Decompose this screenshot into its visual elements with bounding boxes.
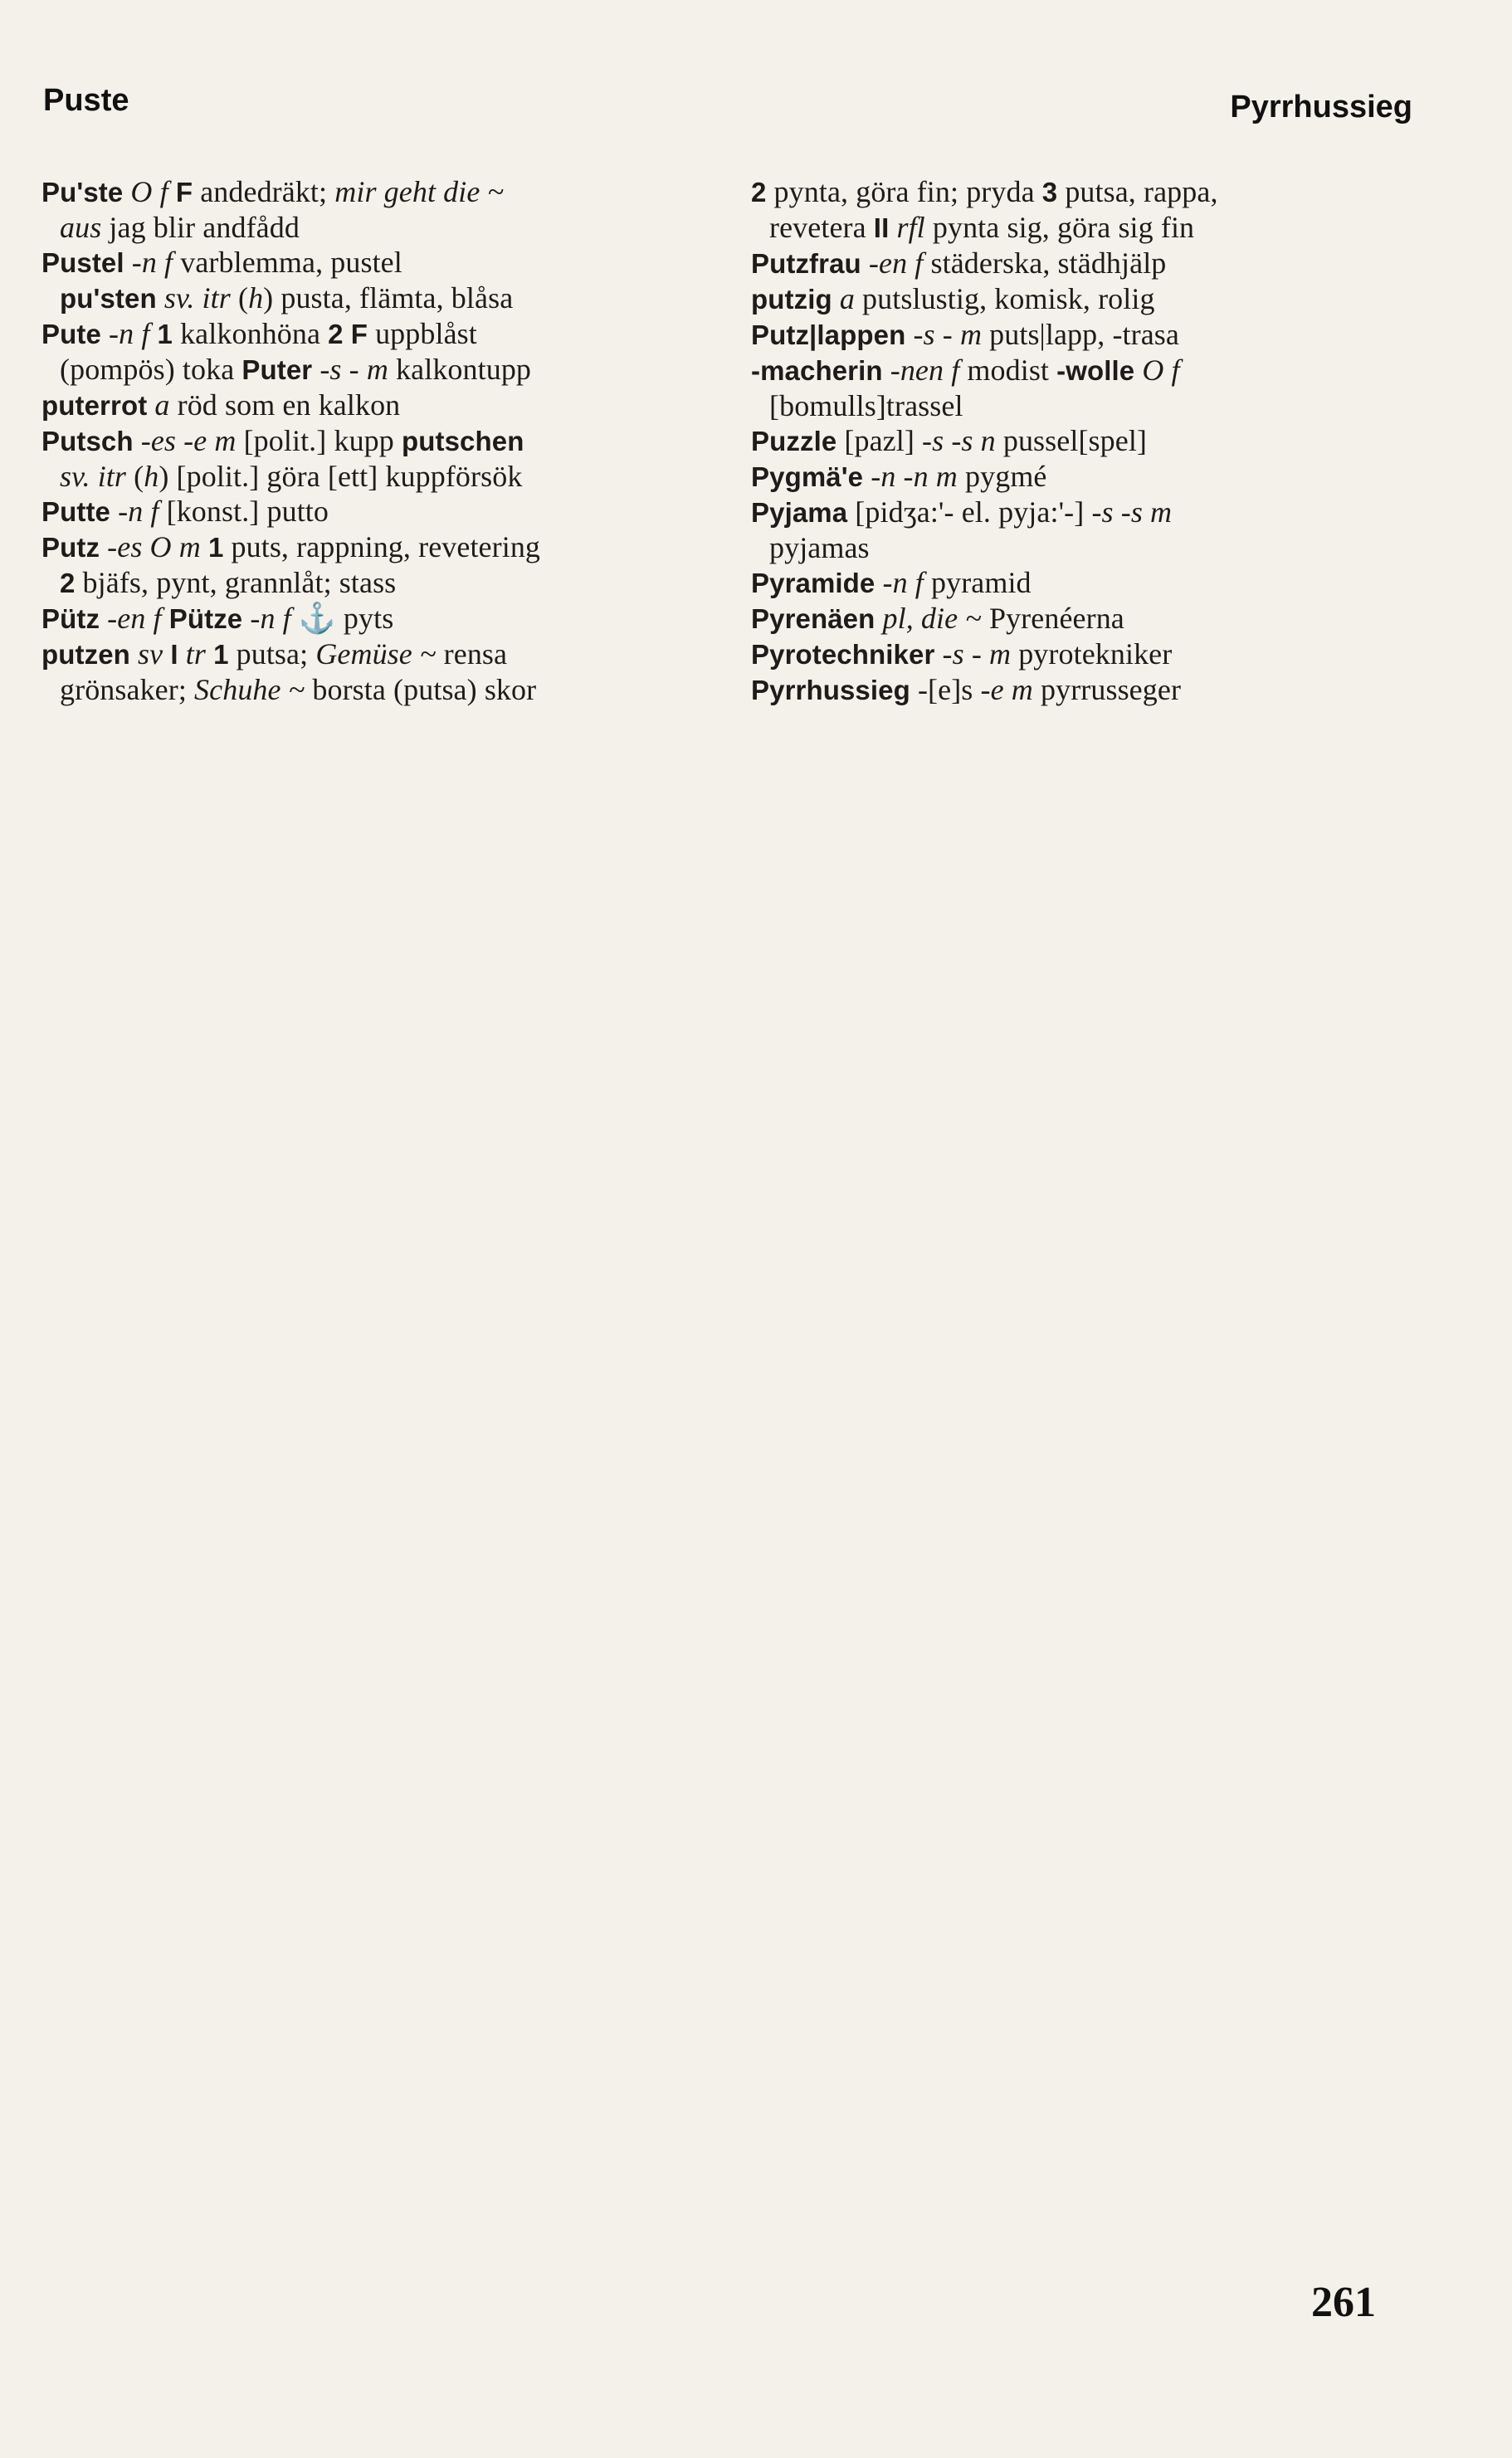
headword: F [175, 177, 193, 207]
grammar-note: -s - m [942, 637, 1012, 671]
definition-text [100, 602, 107, 635]
grammar-note: -s - m [913, 318, 983, 351]
entry-line [41, 459, 697, 494]
headword: 1 [207, 532, 224, 563]
page-number: 261 [1311, 2279, 1376, 2326]
definition-text: ) [polit.] göra [ett] kuppförsök [159, 460, 523, 493]
definition-text [1134, 354, 1142, 387]
definition-text: uppblåst [367, 317, 477, 350]
entry-line [41, 672, 697, 707]
grammar-note: h [248, 281, 264, 315]
headword: -macherin [751, 355, 883, 386]
entry-line [41, 601, 697, 636]
definition-text [110, 495, 118, 528]
headword: -wolle [1056, 355, 1135, 386]
grammar-note: Gemüse ~ [315, 637, 437, 671]
grammar-note: sv. itr [163, 281, 231, 315]
definition-text [178, 637, 186, 671]
definition-text: pussel[spel] [995, 424, 1148, 457]
definition-text: grönsaker; [60, 673, 195, 706]
entry-line [751, 530, 1407, 565]
right-column [751, 174, 1407, 708]
grammar-note: -es -e m [140, 424, 237, 457]
definition-text: kalkonhöna [172, 317, 329, 350]
entry-line [751, 459, 1407, 495]
definition-text: andedräkt; [193, 175, 335, 208]
headword: Puter [241, 354, 313, 385]
headword: Pyrotechniker [751, 639, 935, 670]
headword: I [170, 639, 178, 670]
headword: Pyrrhussieg [751, 675, 910, 705]
headword: 3 [1041, 177, 1058, 207]
headword: Putz|lappen [751, 319, 906, 350]
definition-text: modist [959, 354, 1057, 387]
definition-text: städerska, städhjälp [923, 246, 1167, 280]
grammar-note: O f [130, 175, 168, 208]
headword: Puzzle [751, 426, 837, 456]
header-left-guideword: Puste [43, 83, 129, 118]
definition-text: [polit.] kupp [236, 424, 402, 457]
entry-line [751, 353, 1407, 388]
grammar-note: a [154, 388, 170, 422]
headword: Putz [41, 532, 100, 563]
grammar-note: h [144, 460, 159, 493]
definition-text [861, 246, 869, 280]
headword: 1 [157, 319, 173, 349]
grammar-note: -es O m [107, 530, 201, 563]
headword: 2 [60, 568, 76, 598]
headword: putschen [401, 426, 524, 456]
definition-text [101, 317, 109, 350]
entry-line [751, 601, 1407, 636]
grammar-note: a [839, 282, 855, 315]
headword: Pyramide [751, 568, 875, 598]
headword: Putzfrau [751, 248, 861, 279]
definition-text [201, 530, 208, 563]
headword: 2 [328, 319, 344, 349]
definition-text [124, 246, 132, 279]
grammar-note: -s -s m [1091, 495, 1173, 529]
grammar-note: -n f [882, 566, 924, 599]
headword: Pyjama [751, 497, 848, 528]
entry-line [41, 388, 697, 423]
entry-line [751, 423, 1407, 459]
definition-text: ⚓ pyts [290, 602, 394, 635]
definition-text [934, 637, 942, 671]
grammar-note: -en f [107, 602, 162, 635]
grammar-note: -n f [109, 317, 150, 350]
definition-text: pynta sig, göra sig fin [924, 211, 1195, 244]
definition-text [875, 566, 882, 599]
headword: Pyrenäen [751, 603, 875, 634]
definition-text: pygmé [957, 460, 1047, 493]
definition-text: putsa, rappa, [1057, 175, 1218, 208]
definition-text: varblemma, pustel [173, 246, 402, 279]
headword: Pu'ste [41, 177, 124, 207]
grammar-note: -n -n m [871, 460, 958, 493]
definition-text: puts, rappning, revetering [223, 530, 541, 563]
definition-text: pyjamas [769, 531, 870, 564]
headword: putzen [41, 639, 130, 670]
entry-line [41, 565, 697, 601]
definition-text [832, 282, 840, 315]
definition-text: -[e]s [910, 673, 981, 706]
entry-line [751, 281, 1407, 317]
entry-line [41, 636, 697, 672]
definition-text: pyramid [923, 566, 1032, 599]
entry-line [751, 388, 1407, 423]
headword: Pute [41, 319, 101, 349]
entry-line [41, 352, 697, 388]
left-column [41, 174, 697, 707]
definition-text [312, 353, 319, 386]
definition-text [875, 602, 882, 635]
entry-line [41, 316, 697, 352]
definition-text [163, 637, 170, 671]
entry-line [751, 174, 1407, 210]
headword: 2 [751, 177, 767, 207]
definition-text: ( [126, 460, 144, 493]
entry-line [751, 565, 1407, 601]
headword: 1 [213, 639, 229, 670]
entry-line [41, 280, 697, 316]
definition-text: röd som en kalkon [169, 388, 401, 422]
definition-text: revetera [769, 211, 874, 244]
headword: Pütze [168, 603, 243, 634]
entry-line [41, 494, 697, 529]
headword: Putte [41, 496, 110, 527]
definition-text: rensa [436, 637, 508, 671]
entry-line [41, 174, 697, 210]
definition-text: puts|lapp, -trasa [982, 318, 1179, 351]
grammar-note: Schuhe ~ [194, 673, 305, 706]
headword: Pütz [41, 603, 100, 634]
grammar-note: -n f [250, 602, 291, 635]
grammar-note: sv. itr [60, 460, 127, 493]
definition-text: pyrotekniker [1011, 637, 1173, 671]
grammar-note: sv [138, 637, 163, 671]
definition-text: Pyrenéerna [981, 602, 1124, 635]
definition-text [863, 460, 871, 493]
definition-text: kalkontupp [388, 353, 532, 386]
entry-line [751, 317, 1407, 353]
definition-text [883, 354, 890, 387]
entry-line [41, 245, 697, 280]
definition-text [242, 602, 250, 635]
grammar-note: -nen f [890, 354, 960, 387]
definition-text: [pazl] [836, 424, 923, 457]
entry-line [751, 210, 1407, 246]
grammar-note: pl, die ~ [882, 602, 982, 635]
definition-text: pyrrusseger [1032, 673, 1182, 706]
definition-text: [pidʒa:'- el. pyja:'-] [847, 495, 1092, 529]
grammar-note: -e m [980, 673, 1033, 706]
definition-text: [bomulls]trassel [769, 389, 963, 422]
headword: Pustel [41, 247, 124, 278]
grammar-note: aus [60, 211, 102, 244]
headword: Putsch [41, 426, 134, 456]
definition-text: putslustig, komisk, rolig [854, 282, 1155, 315]
definition-text: (pompös) toka [60, 353, 242, 386]
definition-text: ) pusta, flämta, blåsa [263, 281, 514, 315]
entry-line [751, 636, 1407, 672]
headword: Pygmä'e [751, 461, 864, 492]
entry-line [751, 495, 1407, 530]
definition-text: pynta, göra fin; pryda [766, 175, 1042, 208]
definition-text [206, 637, 213, 671]
headword: F [350, 319, 368, 349]
grammar-note: rfl [896, 211, 925, 244]
grammar-note: -n f [118, 495, 159, 528]
entry-line [41, 423, 697, 459]
definition-text [157, 281, 164, 315]
entry-line [751, 246, 1407, 281]
definition-text [149, 317, 157, 350]
grammar-note: O f [1142, 354, 1180, 387]
header-right-guideword: Pyrrhussieg [1230, 90, 1412, 124]
entry-line [751, 672, 1407, 708]
definition-text: borsta (putsa) skor [305, 673, 537, 706]
headword: puterrot [41, 390, 148, 421]
definition-text [130, 637, 138, 671]
definition-text: putsa; [228, 637, 316, 671]
definition-text [134, 424, 141, 457]
grammar-note: -en f [868, 246, 924, 280]
definition-text: [konst.] putto [159, 495, 329, 528]
headword: putzig [751, 284, 832, 315]
headword: II [873, 212, 890, 243]
definition-text [168, 175, 176, 208]
grammar-note: -n f [131, 246, 173, 279]
grammar-note: -s - m [319, 353, 388, 386]
headword: pu'sten [60, 283, 157, 314]
definition-text: bjäfs, pynt, grannlåt; stass [75, 566, 397, 599]
grammar-note: -s -s n [922, 424, 996, 457]
definition-text: jag blir andfådd [101, 211, 300, 244]
definition-text: ( [230, 281, 249, 315]
grammar-note: mir geht die ~ [334, 175, 505, 208]
definition-text [344, 317, 351, 350]
entry-line [41, 529, 697, 565]
entry-line [41, 210, 697, 245]
definition-text [100, 530, 107, 563]
definition-text [162, 602, 169, 635]
grammar-note: tr [185, 637, 206, 671]
